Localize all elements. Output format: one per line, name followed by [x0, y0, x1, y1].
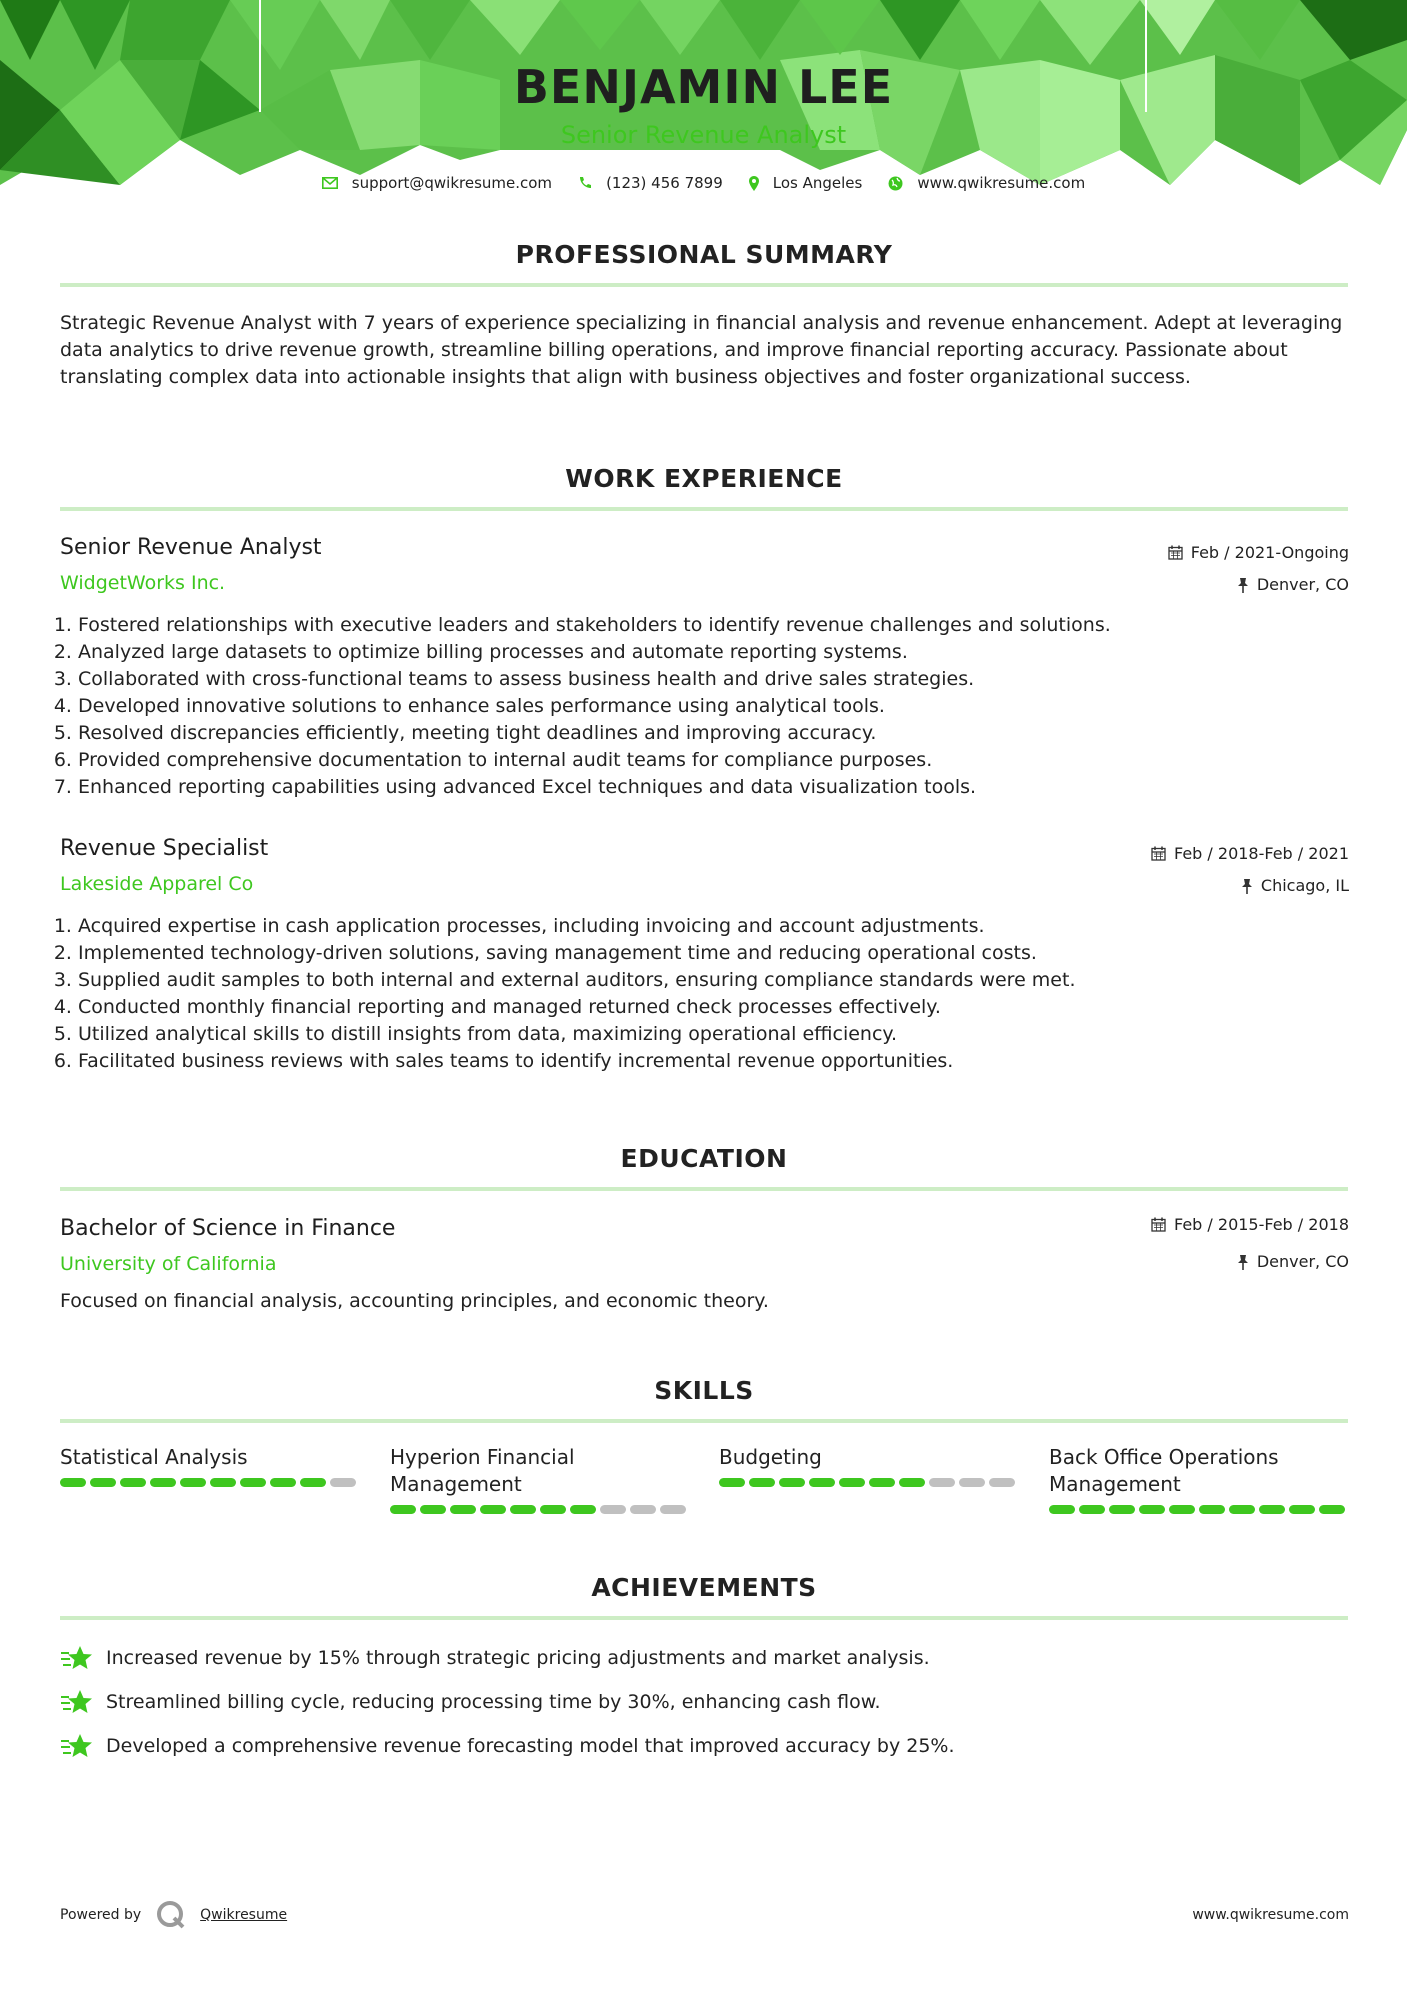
job-dates [1151, 844, 1349, 863]
list-item: 4. Developed innovative solutions to enhance sales performance using analytical tools. [78, 693, 1368, 720]
pushpin-icon [1241, 878, 1253, 894]
skill-dot-empty [600, 1505, 626, 1514]
email-text: support@qwikresume.com [351, 174, 553, 192]
skill-dot-filled [450, 1505, 476, 1514]
skill-dot-filled [480, 1505, 506, 1514]
skill-dot-filled [90, 1478, 116, 1487]
skill-dot-filled [839, 1478, 865, 1487]
job-location [1241, 876, 1349, 895]
skill-dot-filled [1229, 1505, 1255, 1514]
skill-dot-filled [300, 1478, 326, 1487]
job-title: Revenue Specialist [60, 836, 269, 861]
skill-dot-filled [779, 1478, 805, 1487]
candidate-role: Senior Revenue Analyst [560, 121, 847, 149]
summary-text: Strategic Revenue Analyst with 7 years of experience specializing in financial analysis and revenue enhancement. Adept at leveraging data analytics to drive revenue growth, streamline billing operations, and improve financial reporting accuracy. Passionate about translating complex data into actionable insights that align with business objectives and foster organizational success. [60, 312, 1343, 388]
skill-dot-filled [1259, 1505, 1285, 1514]
skill-name: Statistical Analysis [60, 1445, 248, 1469]
skills-heading: SKILLS [654, 1376, 754, 1405]
list-item: 1. Fostered relationships with executive leaders and stakeholders to identify revenue challenges and solutions. [78, 612, 1368, 639]
pushpin-icon [1237, 577, 1249, 593]
list-item: 1. Acquired expertise in cash application processes, including invoicing and account adjustments. [78, 913, 1368, 940]
skill-dot-filled [270, 1478, 296, 1487]
phone-text: (123) 456 7899 [606, 174, 723, 192]
globe-icon [888, 176, 903, 191]
job-location-text: Chicago, IL [1260, 876, 1349, 895]
calendar-icon [1151, 846, 1166, 861]
job-company: WidgetWorks Inc. [60, 572, 226, 594]
footer-website[interactable]: www.qwikresume.com [1192, 1907, 1349, 1923]
job-company: Lakeside Apparel Co [60, 873, 254, 895]
job-location [1237, 575, 1349, 594]
achievement-item [60, 1733, 955, 1759]
experience-heading: WORK EXPERIENCE [565, 464, 843, 493]
list-item: 3. Supplied audit samples to both internal and external auditors, ensuring compliance standards were met. [78, 967, 1368, 994]
skill-item [60, 1444, 360, 1487]
skill-dot-filled [809, 1478, 835, 1487]
summary-divider [60, 283, 1348, 287]
job-dates-text: Feb / 2021-Ongoing [1190, 543, 1349, 562]
achievement-text: Developed a comprehensive revenue forecasting model that improved accuracy by 25%. [106, 1735, 955, 1757]
skill-dot-filled [240, 1478, 266, 1487]
phone-icon [578, 176, 592, 190]
skill-dot-empty [929, 1478, 955, 1487]
skill-dot-filled [1199, 1505, 1225, 1514]
school-name: University of California [60, 1253, 277, 1275]
powered-by-label: Powered by [60, 1907, 142, 1923]
skill-dot-filled [120, 1478, 146, 1487]
education-location-text: Denver, CO [1256, 1252, 1349, 1271]
list-item: 5. Resolved discrepancies efficiently, meeting tight deadlines and improving accuracy. [78, 720, 1368, 747]
skill-dot-filled [1169, 1505, 1195, 1514]
skill-meter [390, 1505, 690, 1514]
achievement-text: Streamlined billing cycle, reducing processing time by 30%, enhancing cash flow. [106, 1691, 881, 1713]
job-bullets [60, 612, 1368, 801]
contact-website[interactable] [888, 174, 1085, 192]
skill-meter [60, 1478, 360, 1487]
calendar-icon [1151, 1217, 1166, 1232]
skill-dot-filled [1109, 1505, 1135, 1514]
list-item: 3. Collaborated with cross-functional teams to assess business health and drive sales strategies. [78, 666, 1368, 693]
job-dates [1168, 543, 1349, 562]
list-item: 7. Enhanced reporting capabilities using advanced Excel techniques and data visualization tools. [78, 774, 1368, 801]
education-description: Focused on financial analysis, accounting principles, and economic theory. [60, 1290, 769, 1312]
footer-powered-by [60, 1900, 287, 1930]
skill-dot-filled [1049, 1505, 1075, 1514]
skill-name: Budgeting [719, 1445, 822, 1469]
skills-divider [60, 1419, 1348, 1423]
skill-name: Back Office Operations Management [1049, 1445, 1279, 1496]
list-item: 6. Provided comprehensive documentation to internal audit teams for compliance purposes. [78, 747, 1368, 774]
qwikresume-logo-icon [156, 1900, 186, 1930]
skill-dot-filled [510, 1505, 536, 1514]
pushpin-icon [1237, 1254, 1249, 1270]
contact-email[interactable] [322, 174, 552, 192]
qwikresume-link[interactable]: Qwikresume [200, 1907, 288, 1923]
achievements-heading: ACHIEVEMENTS [591, 1573, 817, 1602]
skill-dot-filled [1139, 1505, 1165, 1514]
skill-dot-filled [420, 1505, 446, 1514]
skill-dot-filled [749, 1478, 775, 1487]
achievement-item [60, 1689, 881, 1715]
summary-heading: PROFESSIONAL SUMMARY [515, 240, 893, 269]
skill-dot-filled [1079, 1505, 1105, 1514]
skill-item [390, 1444, 690, 1514]
education-dates-text: Feb / 2015-Feb / 2018 [1174, 1215, 1349, 1234]
skill-dot-filled [150, 1478, 176, 1487]
skill-dot-filled [60, 1478, 86, 1487]
skill-dot-filled [390, 1505, 416, 1514]
skill-dot-filled [180, 1478, 206, 1487]
skill-dot-filled [899, 1478, 925, 1487]
candidate-name: BENJAMIN LEE [513, 60, 894, 114]
job-location-text: Denver, CO [1256, 575, 1349, 594]
location-text: Los Angeles [772, 174, 863, 192]
star-icon [60, 1689, 93, 1715]
skill-meter [719, 1478, 1019, 1487]
skill-name: Hyperion Financial Management [390, 1445, 575, 1496]
website-text: www.qwikresume.com [917, 174, 1086, 192]
list-item: 6. Facilitated business reviews with sales teams to identify incremental revenue opportunities. [78, 1048, 1368, 1075]
list-item: 4. Conducted monthly financial reporting and managed returned check processes effectively. [78, 994, 1368, 1021]
achievement-item [60, 1645, 930, 1671]
skill-dot-filled [210, 1478, 236, 1487]
list-item: 2. Analyzed large datasets to optimize billing processes and automate reporting systems. [78, 639, 1368, 666]
skill-meter [1049, 1505, 1349, 1514]
skill-dot-filled [719, 1478, 745, 1487]
map-pin-icon [749, 176, 759, 191]
star-icon [60, 1645, 93, 1671]
skill-dot-filled [570, 1505, 596, 1514]
list-item: 2. Implemented technology-driven solutions, saving management time and reducing operational costs. [78, 940, 1368, 967]
star-icon [60, 1733, 93, 1759]
contact-phone[interactable] [578, 174, 723, 192]
skill-dot-filled [1289, 1505, 1315, 1514]
calendar-icon [1168, 545, 1183, 560]
achievements-divider [60, 1616, 1348, 1620]
list-item: 5. Utilized analytical skills to distill insights from data, maximizing operational efficiency. [78, 1021, 1368, 1048]
skill-dot-filled [1319, 1505, 1345, 1514]
skill-dot-empty [630, 1505, 656, 1514]
experience-divider [60, 507, 1348, 511]
skill-dot-filled [540, 1505, 566, 1514]
job-dates-text: Feb / 2018-Feb / 2021 [1174, 844, 1349, 863]
skill-dot-empty [660, 1505, 686, 1514]
skill-item [1049, 1444, 1349, 1514]
degree-title: Bachelor of Science in Finance [60, 1216, 396, 1241]
education-heading: EDUCATION [620, 1144, 788, 1173]
job-title: Senior Revenue Analyst [60, 535, 322, 560]
achievement-text: Increased revenue by 15% through strategic pricing adjustments and market analysis. [106, 1647, 930, 1669]
skill-dot-filled [869, 1478, 895, 1487]
skill-dot-empty [959, 1478, 985, 1487]
contact-location [749, 174, 863, 192]
contact-bar [0, 174, 1407, 192]
skill-dot-empty [989, 1478, 1015, 1487]
education-location [1237, 1252, 1349, 1271]
education-divider [60, 1187, 1348, 1191]
skill-dot-empty [330, 1478, 356, 1487]
education-dates [1151, 1215, 1349, 1234]
envelope-icon [322, 177, 338, 189]
skill-item [719, 1444, 1019, 1487]
job-bullets [60, 913, 1368, 1075]
